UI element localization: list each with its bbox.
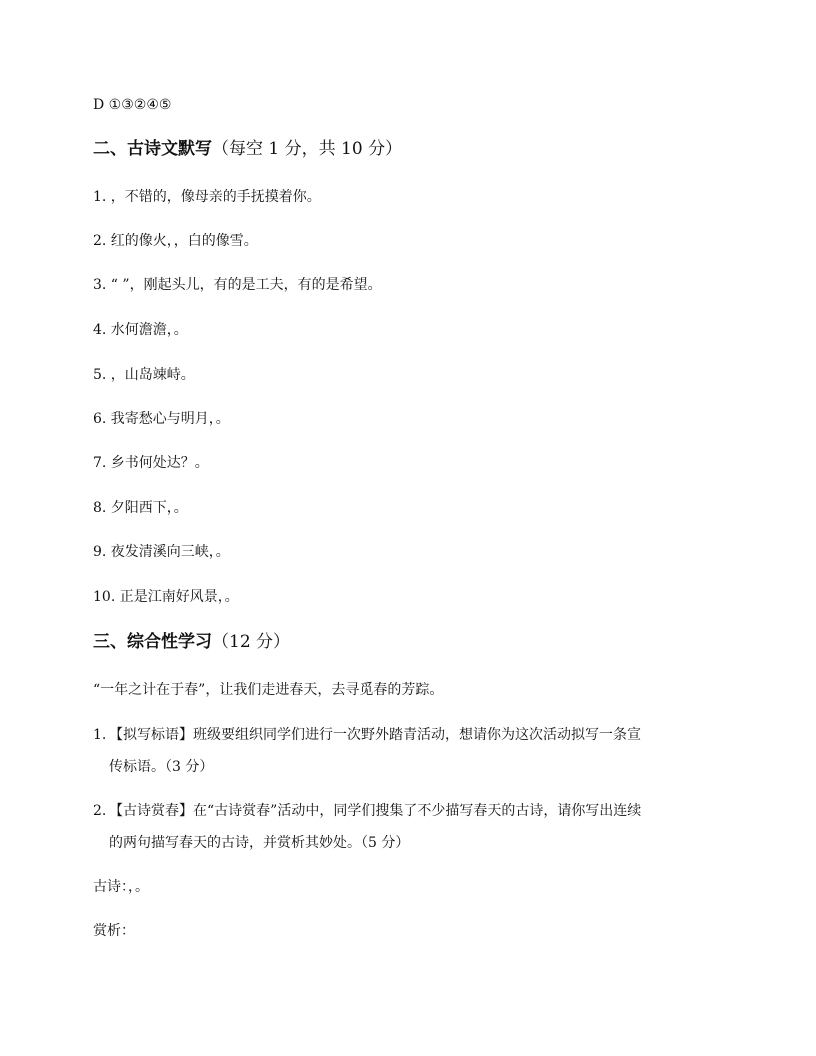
poem-answer-label: 古诗：，。 <box>93 879 149 895</box>
recitation-item-9: 9. 夜发清溪向三峡，。 <box>93 544 230 560</box>
recitation-item-4: 4. 水何澹澹，。 <box>93 322 188 338</box>
section-2-title: 二、古诗文默写 <box>93 139 212 159</box>
recitation-item-2: 2. 红的像火，，白的像雪。 <box>93 233 258 249</box>
recitation-item-1: 1. ，不错的，像母亲的手抚摸着你。 <box>93 189 321 205</box>
question-1-line-1 <box>93 719 733 751</box>
question-1-text: 【拟写标语】班级要组织同学们进行一次野外踏青活动，想请你为这次活动拟写一条宣 <box>109 727 641 743</box>
recitation-item-6: 6. 我寄愁心与明月，。 <box>93 411 230 427</box>
recitation-item-7: 7. 乡书何处达？。 <box>93 455 209 471</box>
question-1 <box>93 719 733 783</box>
question-2-line-1 <box>93 795 733 827</box>
section-2-score-note: （每空 1 分，共 10 分） <box>212 139 403 159</box>
recitation-item-5: 5. ，山岛竦峙。 <box>93 367 195 383</box>
question-1-line-2: 传标语。（3 分） <box>109 759 214 775</box>
question-2-number: 2. <box>93 803 107 819</box>
section-3-heading <box>93 630 736 654</box>
recitation-item-10: 10. 正是江南好风景，。 <box>93 589 239 605</box>
question-2-line-2: 的两句描写春天的古诗，并赏析其妙处。（5 分） <box>109 835 410 851</box>
recitation-item-3: 3. “ ”，刚起头儿，有的是工夫，有的是希望。 <box>93 277 382 293</box>
question-1-number: 1. <box>93 727 107 743</box>
section-3-intro: “一年之计在于春”，让我们走进春天，去寻觅春的芳踪。 <box>93 682 444 698</box>
section-3-score-note: （12 分） <box>212 632 291 652</box>
section-3-title: 三、综合性学习 <box>93 632 212 652</box>
question-2-text: 【古诗赏春】在“古诗赏春”活动中，同学们搜集了不少描写春天的古诗，请你写出连续 <box>109 803 642 819</box>
analysis-answer-label: 赏析： <box>93 923 135 939</box>
option-d: D ①③②④⑤ <box>93 97 172 113</box>
section-2-heading <box>93 137 736 161</box>
recitation-item-8: 8. 夕阳西下，。 <box>93 500 188 516</box>
question-2 <box>93 795 733 859</box>
